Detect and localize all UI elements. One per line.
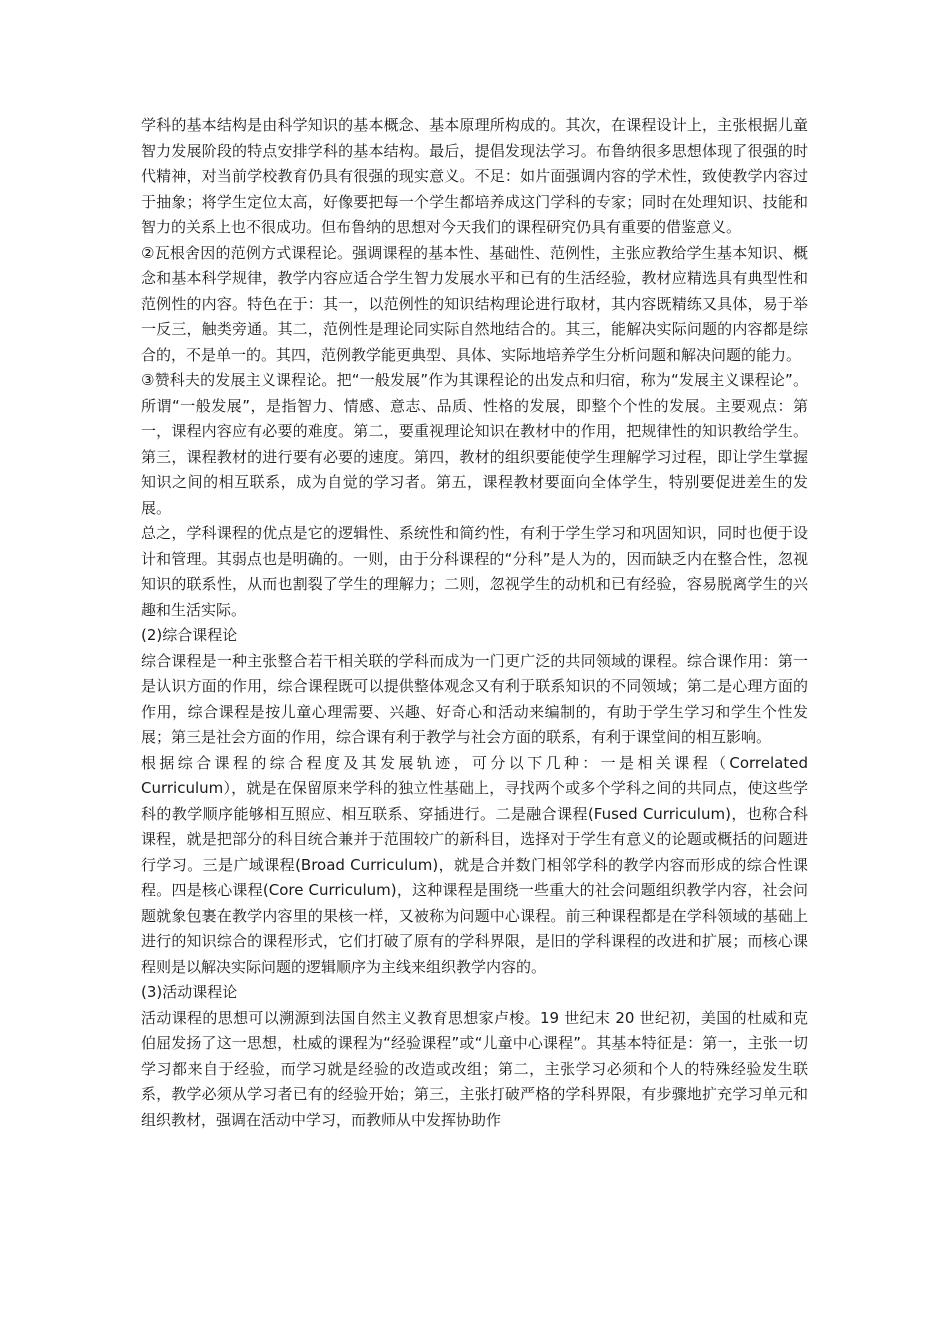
- paragraph-integrated-functions: 综合课程是一种主张整合若干相关联的学科而成为一门更广泛的共同领域的课程。综合课作用：第一是认识方面的作用，综合课程既可以提供整体观念又有利于联系知识的不同领域；第二是心理方面的作用，综合课程是按儿童心理需要、兴趣、好奇心和活动来编制的，有助于学生学习和学生个性发展；第三是社会方面的作用，综合课有利于教学与社会方面的联系，有利于课堂间的相互影响。: [141, 651, 808, 746]
- paragraph-activity-origins: 活动课程的思想可以溯源到法国自然主义教育思想家卢梭。19 世纪末 20 世纪初，美国的杜威和克伯屈发扬了这一思想，杜威的课程为“经验课程”或“儿童中心课程”。其基本特征是：第一，主张一切学习都来自于经验，而学习就是经验的改造或改组；第二，主张学习必须和个人的特殊经验发生联系，教学必须从学习者已有的经验开始；第三，主张打破严格的学科界限，有步骤地扩充学习单元和组织教材，强调在活动中学习，而教师从中发挥协助作: [141, 1008, 808, 1129]
- paragraph-subject-summary: 总之，学科课程的优点是它的逻辑性、系统性和简约性，有利于学生学习和巩固知识，同时也便于设计和管理。其弱点也是明确的。一则，由于分科课程的“分科”是人为的，因而缺乏内在整合性，忽视知识的联系性，从而也割裂了学生的理解力；二则，忽视学生的动机和已有经验，容易脱离学生的兴趣和生活实际。: [141, 524, 808, 619]
- paragraph-integrated-types: 根据综合课程的综合程度及其发展轨迹，可分以下几种：一是相关课程（Correlated Curriculum），就是在保留原来学科的独立性基础上，寻找两个或多个学科之间的共同点，使这些学科的教学顺序能够相互照应、相互联系、穿插进行。二是融合课程(Fused Curriculum)，也称合科课程，就是把部分的科目统合兼并于范围较广的新科目，选择对于学生有意义的论题或概括的问题进行学习。三是广域课程(Broad Curriculum)，就是合并数门相邻学科的教学内容而形成的综合性课程。四是核心课程(Core Curriculum)，这种课程是围绕一些重大的社会问题组织教学内容，社会问题就象包裹在教学内容里的果核一样，又被称为问题中心课程。前三种课程都是在学科领域的基础上进行的知识综合的课程形式，它们打破了原有的学科界限，是旧的学科课程的改进和扩展；而核心课程则是以解决实际问题的逻辑顺序为主线来组织教学内容的。: [141, 753, 808, 976]
- section-heading-integrated-curriculum: (2)综合课程论: [141, 626, 238, 644]
- document-page: [141, 113, 808, 1133]
- section-heading-activity-curriculum: (3)活动课程论: [141, 983, 238, 1001]
- paragraph-bruner-structure: 学科的基本结构是由科学知识的基本概念、基本原理所构成的。其次，在课程设计上，主张根据儿童智力发展阶段的特点安排学科的基本结构。最后，提倡发现法学习。布鲁纳很多思想体现了很强的时代精神，对当前学校教育仍具有很强的现实意义。不足：如片面强调内容的学术性，致使教学内容过于抽象；将学生定位太高，好像要把每一个学生都培养成这门学科的专家；同时在处理知识、技能和智力的关系上也不很成功。但布鲁纳的思想对今天我们的课程研究仍具有重要的借鉴意义。: [141, 116, 808, 236]
- paragraph-wagenschein-exemplary: ②瓦根舍因的范例方式课程论。强调课程的基本性、基础性、范例性，主张应教给学生基本知识、概念和基本科学规律，教学内容应适合学生智力发展水平和已有的生活经验，教材应精选具有典型性和范例性的内容。特色在于：其一，以范例性的知识结构理论进行取材，其内容既精练又具体，易于举一反三，触类旁通。其二，范例性是理论同实际自然地结合的。其三，能解决实际问题的内容都是综合的，不是单一的。其四，范例教学能更典型、具体、实际地培养学生分析问题和解决问题的能力。: [141, 243, 808, 364]
- paragraph-zankov-development: ③赞科夫的发展主义课程论。把“一般发展”作为其课程论的出发点和归宿，称为“发展主义课程论”。所谓“一般发展”，是指智力、情感、意志、品质、性格的发展，即整个个性的发展。主要观点：第一，课程内容应有必要的难度。第二，要重视理论知识在教材中的作用，把规律性的知识教给学生。第三，课程教材的进行要有必要的速度。第四，教材的组织要能使学生理解学习过程，即让学生掌握知识之间的相互联系，成为自觉的学习者。第五，课程教材要面向全体学生，特别要促进差生的发展。: [141, 371, 808, 517]
